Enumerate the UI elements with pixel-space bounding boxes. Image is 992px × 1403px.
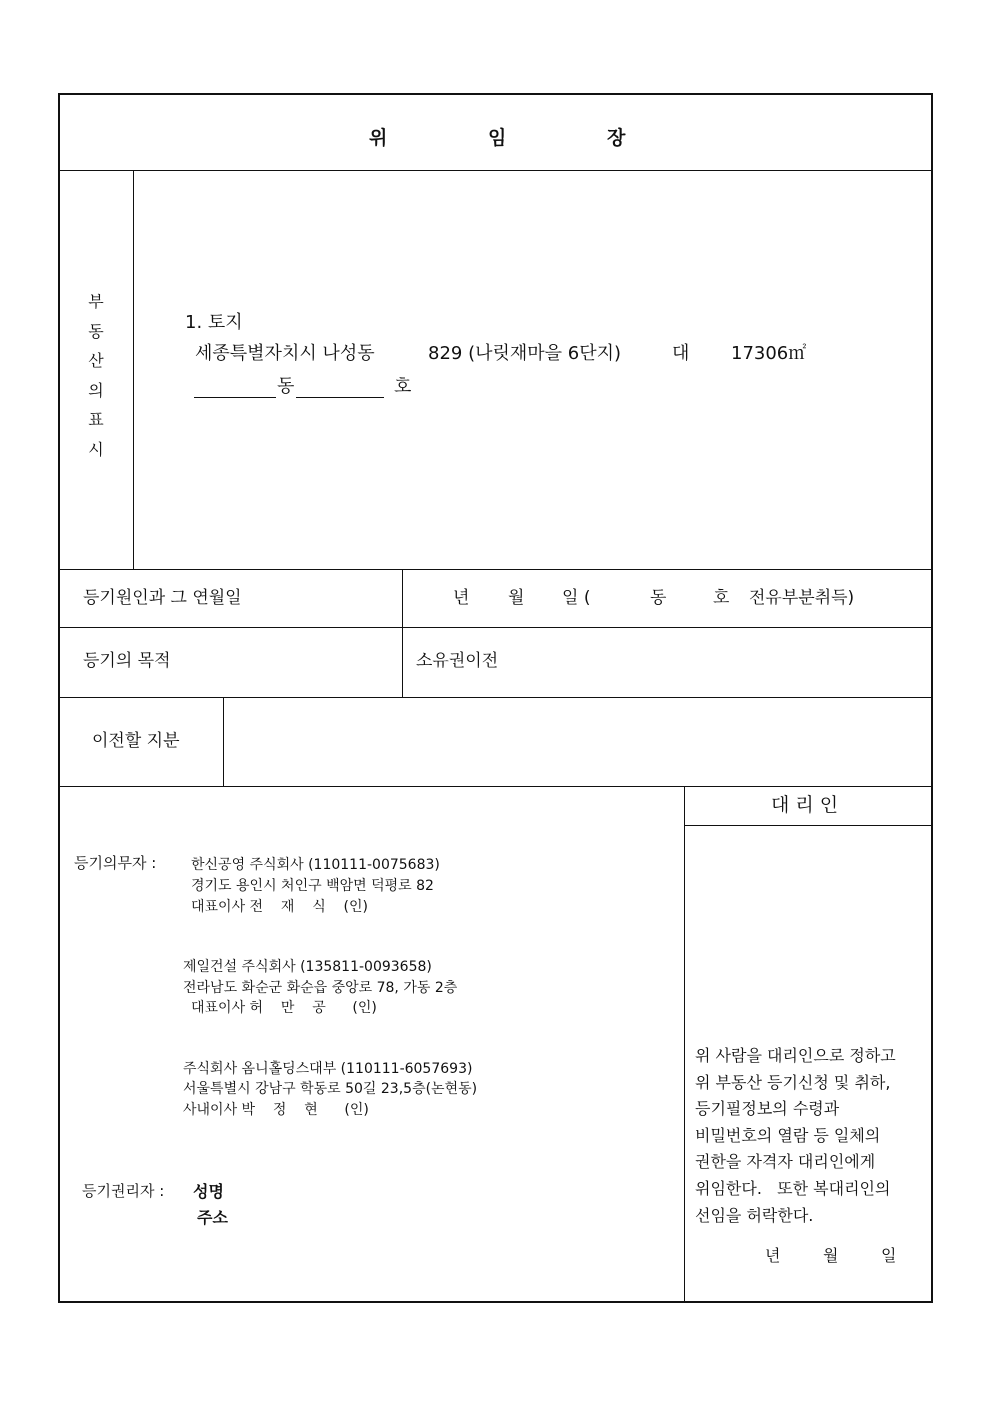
title-char-2: 임 [488,127,507,149]
agent-date-month: 월 [823,1246,839,1265]
cause-note: 전유부분취득) [749,588,855,608]
rule-property-label-divider [133,171,134,569]
property-lot: 829 (나릿재마을 6단지) [428,343,622,364]
rule-cause-divider [402,570,403,697]
rule-share-divider [223,698,224,786]
agent-grant-text [695,1043,896,1229]
rule-property-bottom [59,569,933,570]
rule-agent-divider [684,787,685,1303]
cause-month: 월 [508,588,525,608]
property-address: 세종특별자치시 나성동 [195,343,375,364]
share-label: 이전할 지분 [92,731,180,751]
property-land-type: 대 [672,343,690,364]
rule-cause-bottom [59,627,933,628]
agent-date-year: 년 [765,1246,781,1265]
rule-agent-header-bottom [684,825,933,826]
rightholder-name-label: 성명 [193,1182,224,1201]
obligor-3-rep: 사내이사 박 정 현 (인) [183,1102,369,1118]
property-area: 17306㎡ [731,343,807,364]
title-char-3: 장 [607,127,626,149]
purpose-value: 소유권이전 [416,651,499,671]
rule-share-bottom [59,786,933,787]
property-dong-label: 동 [277,376,295,397]
grant-line: 위 부동산 등기신청 및 취하, [695,1072,891,1092]
obligor-3-address: 서울특별시 강남구 학동로 50길 23,5층(논현동) [183,1081,478,1097]
property-label-char: 산 [88,351,104,370]
obligor-1-name: 한신공영 주식회사 (110111-0075683) [191,857,440,873]
property-label-char: 부 [88,292,104,311]
title-char-1: 위 [369,127,388,149]
obligor-2-name: 제일건설 주식회사 (135811-0093658) [183,959,432,975]
property-label-char: 동 [88,321,104,341]
grant-line: 위임한다. 또한 복대리인의 [695,1178,891,1198]
rightholder-address-label: 주소 [197,1208,228,1227]
dong-blank [194,383,276,398]
ho-blank [296,383,384,398]
grant-line: 권한을 자격자 대리인에게 [695,1152,876,1172]
rightholder-label: 등기권리자 : [82,1182,165,1200]
cause-day: 일 ( [562,588,591,608]
property-label-char: 의 [88,380,104,400]
grant-line: 위 사람을 대리인으로 정하고 [695,1046,896,1065]
grant-line: 등기필정보의 수령과 [695,1099,840,1119]
grant-line: 비밀번호의 열람 등 일체의 [695,1125,881,1145]
purpose-label: 등기의 목적 [83,651,171,671]
property-item-no: 1. 토지 [185,312,243,333]
grant-line: 선임을 허락한다. [695,1205,814,1225]
rule-purpose-bottom [59,697,933,698]
rule-title-bottom [59,170,933,171]
agent-date-day: 일 [881,1246,897,1265]
cause-label: 등기원인과 그 연월일 [83,588,242,608]
obligor-1-rep: 대표이사 전 재 식 (인) [191,899,368,915]
agent-header: 대 리 인 [771,794,839,816]
cause-dong: 동 [650,588,667,608]
property-label [87,287,105,464]
cause-ho: 호 [713,588,730,608]
obligor-2-rep: 대표이사 허 만 공 (인) [191,1000,377,1016]
obligor-3-name: 주식회사 옴니홀딩스대부 (110111-6057693) [183,1061,473,1077]
obligors-label: 등기의무자 : [74,854,157,872]
cause-year: 년 [453,588,470,608]
obligor-1-address: 경기도 용인시 처인구 백암면 덕평로 82 [191,878,434,894]
obligor-2-address: 전라남도 화순군 화순읍 중앙로 78, 가동 2층 [183,980,458,996]
property-label-char: 표 [88,410,104,429]
property-label-char: 시 [88,439,104,459]
property-ho-label: 호 [394,376,412,397]
